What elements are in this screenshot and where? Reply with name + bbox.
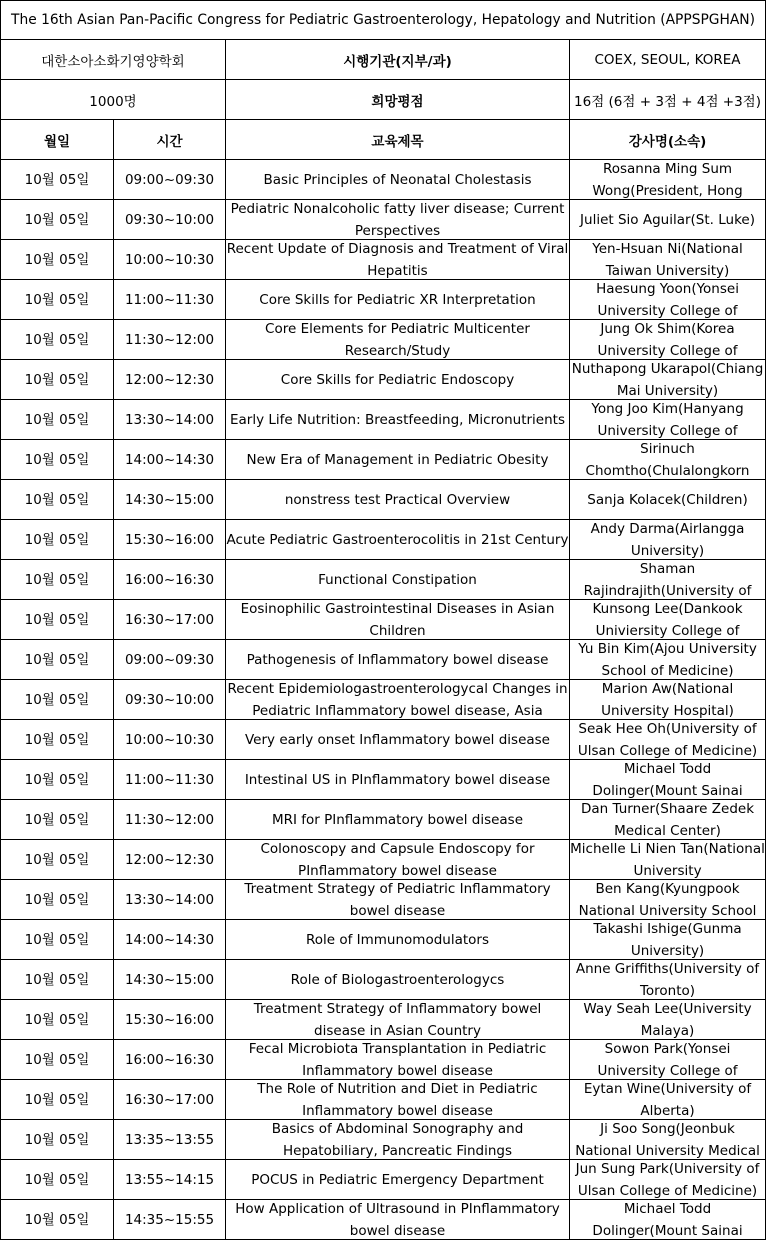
row-speaker: Andy Darma(Airlangga University) xyxy=(570,520,766,560)
row-date: 10월 05일 xyxy=(1,160,114,200)
row-time: 14:00~14:30 xyxy=(114,920,226,960)
row-speaker: Way Seah Lee(University Malaya) xyxy=(570,1000,766,1040)
row-title: Core Skills for Pediatric Endoscopy xyxy=(226,360,570,400)
host-label: 시행기관(지부/과) xyxy=(226,40,570,80)
row-title: Colonoscopy and Capsule Endoscopy for PInflammatory bowel disease xyxy=(226,840,570,880)
row-title: Functional Constipation xyxy=(226,560,570,600)
row-title: Acute Pediatric Gastroenterocolitis in 21st Century xyxy=(226,520,570,560)
row-speaker: Rosanna Ming Sum Wong(President, Hong xyxy=(570,160,766,200)
row-date: 10월 05일 xyxy=(1,600,114,640)
table-row xyxy=(1,520,766,560)
row-title: Pediatric Nonalcoholic fatty liver disease; Current Perspectives xyxy=(226,200,570,240)
row-speaker: Michael Todd Dolinger(Mount Sainai xyxy=(570,1200,766,1240)
row-title: Recent Update of Diagnosis and Treatment of Viral Hepatitis xyxy=(226,240,569,279)
row-title: Early Life Nutrition: Breastfeeding, Micronutrients xyxy=(226,400,570,440)
table-row xyxy=(1,360,766,400)
row-time: 14:00~14:30 xyxy=(114,440,226,480)
row-time: 13:35~13:55 xyxy=(114,1120,226,1160)
row-speaker: Dan Turner(Shaare Zedek Medical Center) xyxy=(570,800,766,840)
row-date: 10월 05일 xyxy=(1,360,114,400)
row-speaker: Yong Joo Kim(Hanyang University College of xyxy=(570,400,766,440)
table-row xyxy=(1,720,766,760)
table-row xyxy=(1,1160,766,1200)
row-date: 10월 05일 xyxy=(1,200,114,240)
table-row xyxy=(1,880,766,920)
row-speaker: Eytan Wine(University of Alberta) xyxy=(570,1080,766,1120)
organization: 대한소아소화기영양학회 xyxy=(1,40,226,80)
row-date: 10월 05일 xyxy=(1,240,114,280)
row-time: 11:00~11:30 xyxy=(114,760,226,800)
row-speaker: Michael Todd Dolinger(Mount Sainai xyxy=(570,760,766,800)
header-speaker: 강사명(소속) xyxy=(570,120,766,160)
row-speaker: Juliet Sio Aguilar(St. Luke) xyxy=(570,200,766,240)
row-title: Eosinophilic Gastrointestinal Diseases in Asian Children xyxy=(226,600,570,640)
table-row xyxy=(1,920,766,960)
table-row xyxy=(1,600,766,640)
row-speaker: Sowon Park(Yonsei University College of xyxy=(570,1040,766,1080)
row-time: 16:30~17:00 xyxy=(114,600,226,640)
header-time: 시간 xyxy=(114,120,226,160)
row-title: POCUS in Pediatric Emergency Department xyxy=(226,1160,570,1200)
row-time: 09:00~09:30 xyxy=(114,160,226,200)
row-title: Fecal Microbiota Transplantation in Pediatric Inflammatory bowel disease xyxy=(226,1040,570,1080)
table-row xyxy=(1,800,766,840)
row-date: 10월 05일 xyxy=(1,680,114,720)
row-date: 10월 05일 xyxy=(1,800,114,840)
row-time: 14:35~15:55 xyxy=(114,1200,226,1240)
table-row xyxy=(1,160,766,200)
row-title: New Era of Management in Pediatric Obesity xyxy=(226,440,570,480)
table-row xyxy=(1,640,766,680)
row-time: 09:30~10:00 xyxy=(114,680,226,720)
score-label: 희망평점 xyxy=(226,80,570,120)
row-time: 11:30~12:00 xyxy=(114,800,226,840)
row-date: 10월 05일 xyxy=(1,1200,114,1240)
row-date: 10월 05일 xyxy=(1,840,114,880)
row-date: 10월 05일 xyxy=(1,760,114,800)
row-title: Treatment Strategy of Pediatric Inflammatory bowel disease xyxy=(226,880,570,920)
row-speaker: Ben Kang(Kyungpook National University School xyxy=(570,880,766,920)
row-time: 16:00~16:30 xyxy=(114,560,226,600)
row-speaker: Jun Sung Park(University of Ulsan College of Medicine) xyxy=(570,1160,766,1200)
row-title: Pathogenesis of Inflammatory bowel disease xyxy=(226,640,570,680)
row-time: 11:30~12:00 xyxy=(114,320,226,360)
table-row xyxy=(1,440,766,480)
row-speaker: Nuthapong Ukarapol(Chiang Mai University) xyxy=(570,360,766,400)
row-title: Treatment Strategy of Inflammatory bowel disease in Asian Country xyxy=(226,1000,570,1040)
row-time: 13:30~14:00 xyxy=(114,400,226,440)
row-speaker: Sanja Kolacek(Children) xyxy=(570,480,766,520)
venue: COEX, SEOUL, KOREA xyxy=(570,40,766,80)
row-time: 11:00~11:30 xyxy=(114,280,226,320)
row-speaker: Shaman Rajindrajith(University of xyxy=(570,560,766,600)
row-date: 10월 05일 xyxy=(1,400,114,440)
score: 16점 (6점 + 3점 + 4점 +3점) xyxy=(570,80,766,120)
row-time: 14:30~15:00 xyxy=(114,960,226,1000)
table-row xyxy=(1,480,766,520)
row-date: 10월 05일 xyxy=(1,1000,114,1040)
row-date: 10월 05일 xyxy=(1,960,114,1000)
header-row xyxy=(1,120,766,160)
row-time: 15:30~16:00 xyxy=(114,1000,226,1040)
row-speaker: Marion Aw(National University Hospital) xyxy=(570,680,766,720)
row-title: Role of Immunomodulators xyxy=(226,920,570,960)
row-time: 14:30~15:00 xyxy=(114,480,226,520)
header-date: 월일 xyxy=(1,120,114,160)
row-time: 13:30~14:00 xyxy=(114,880,226,920)
row-title: The Role of Nutrition and Diet in Pediatric Inflammatory bowel disease xyxy=(226,1080,570,1120)
row-speaker: Ji Soo Song(Jeonbuk National University Medical xyxy=(570,1120,766,1160)
row-speaker: Haesung Yoon(Yonsei University College of xyxy=(570,280,766,320)
row-time: 16:30~17:00 xyxy=(114,1080,226,1120)
row-date: 10월 05일 xyxy=(1,440,114,480)
table-row xyxy=(1,840,766,880)
row-date: 10월 05일 xyxy=(1,720,114,760)
table-row xyxy=(1,1040,766,1080)
table-row xyxy=(1,1000,766,1040)
row-date: 10월 05일 xyxy=(1,480,114,520)
row-time: 15:30~16:00 xyxy=(114,520,226,560)
table-row xyxy=(1,320,766,360)
header-title: 교육제목 xyxy=(226,120,570,160)
table-row xyxy=(1,240,766,280)
table-row xyxy=(1,1120,766,1160)
table-row xyxy=(1,560,766,600)
row-speaker: Seak Hee Oh(University of Ulsan College of Medicine) xyxy=(570,720,766,760)
row-date: 10월 05일 xyxy=(1,1160,114,1200)
row-title: Recent Epidemiologastroenterologycal Changes in Pediatric Inflammatory bowel disease, Asia xyxy=(227,680,568,719)
row-speaker: Michelle Li Nien Tan(National University xyxy=(570,840,765,879)
row-date: 10월 05일 xyxy=(1,640,114,680)
row-time: 10:00~10:30 xyxy=(114,720,226,760)
row-time: 13:55~14:15 xyxy=(114,1160,226,1200)
row-date: 10월 05일 xyxy=(1,1120,114,1160)
page-title: The 16th Asian Pan-Pacific Congress for Pediatric Gastroenterology, Hepatology and Nutrition (APPSPGHAN) xyxy=(1,1,766,40)
row-title: Basics of Abdominal Sonography and Hepatobiliary, Pancreatic Findings xyxy=(226,1120,570,1160)
table-row xyxy=(1,400,766,440)
row-speaker: Kunsong Lee(Dankook Univiersity College of xyxy=(570,600,766,640)
table-row xyxy=(1,680,766,720)
row-title: Very early onset Inflammatory bowel disease xyxy=(226,720,570,760)
table-row xyxy=(1,1080,766,1120)
row-time: 09:00~09:30 xyxy=(114,640,226,680)
capacity: 1000명 xyxy=(1,80,226,120)
row-title: Core Skills for Pediatric XR Interpretation xyxy=(226,280,570,320)
table-row xyxy=(1,960,766,1000)
row-time: 12:00~12:30 xyxy=(114,840,226,880)
table-row xyxy=(1,280,766,320)
row-title: Intestinal US in PInflammatory bowel disease xyxy=(226,760,570,800)
row-date: 10월 05일 xyxy=(1,560,114,600)
row-time: 09:30~10:00 xyxy=(114,200,226,240)
row-speaker: Takashi Ishige(Gunma University) xyxy=(570,920,766,960)
table-row xyxy=(1,760,766,800)
row-time: 12:00~12:30 xyxy=(114,360,226,400)
row-title: nonstress test Practical Overview xyxy=(226,480,570,520)
row-speaker: Sirinuch Chomtho(Chulalongkorn xyxy=(570,440,766,480)
row-date: 10월 05일 xyxy=(1,320,114,360)
row-date: 10월 05일 xyxy=(1,1040,114,1080)
row-speaker: Anne Griffiths(University of Toronto) xyxy=(570,960,766,1000)
meta-row-1 xyxy=(1,40,766,80)
row-title: Basic Principles of Neonatal Cholestasis xyxy=(226,160,570,200)
row-date: 10월 05일 xyxy=(1,280,114,320)
table-row xyxy=(1,1200,766,1240)
row-time: 10:00~10:30 xyxy=(114,240,226,280)
row-title: Core Elements for Pediatric Multicenter Research/Study xyxy=(226,320,570,360)
row-date: 10월 05일 xyxy=(1,880,114,920)
row-date: 10월 05일 xyxy=(1,520,114,560)
row-title: Role of Biologastroenterologycs xyxy=(226,960,570,1000)
row-speaker: Jung Ok Shim(Korea University College of xyxy=(570,320,766,360)
row-speaker: Yu Bin Kim(Ajou University School of Medicine) xyxy=(570,640,766,680)
title-row xyxy=(1,1,766,40)
row-time: 16:00~16:30 xyxy=(114,1040,226,1080)
table-row xyxy=(1,200,766,240)
row-date: 10월 05일 xyxy=(1,920,114,960)
row-title: How Application of Ultrasound in PInflammatory bowel disease xyxy=(226,1200,570,1240)
row-title: MRI for PInflammatory bowel disease xyxy=(226,800,570,840)
meta-row-2 xyxy=(1,80,766,120)
row-speaker: Yen-Hsuan Ni(National Taiwan University) xyxy=(570,240,766,280)
row-date: 10월 05일 xyxy=(1,1080,114,1120)
